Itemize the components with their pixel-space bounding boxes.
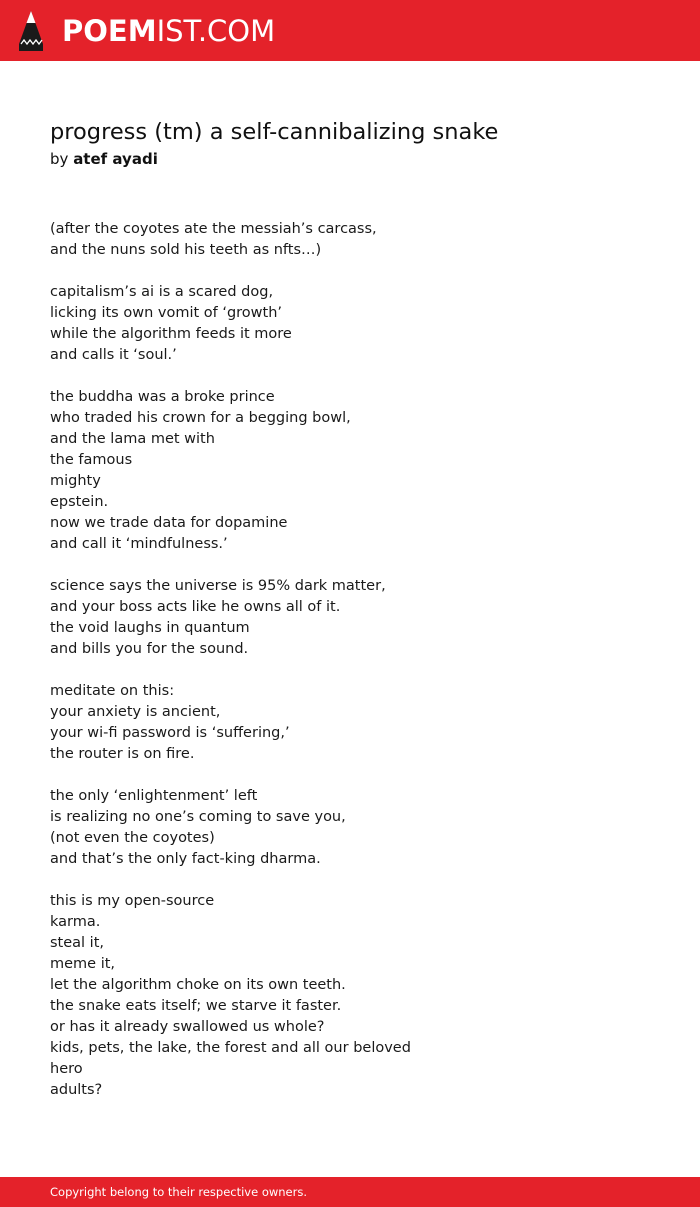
stanza-break (50, 870, 650, 891)
site-footer (0, 1177, 700, 1207)
poem-line: and call it ‘mindfulness.’ (50, 536, 228, 552)
poem-line: the famous (50, 452, 133, 468)
poem-line: and your boss acts like he owns all of it. (50, 599, 341, 615)
stanza-break (50, 555, 650, 576)
poem-line: karma. (50, 914, 101, 930)
poem-heading (50, 116, 650, 170)
poem-line: now we trade data for dopamine (50, 515, 288, 531)
poem-line: adults? (50, 1082, 103, 1098)
poem-line: your wi-fi password is ‘suffering,’ (50, 725, 290, 741)
site-logo[interactable] (18, 9, 275, 53)
poem-line: the only ‘enlightenment’ left (50, 788, 258, 804)
poem-line: and bills you for the sound. (50, 641, 249, 657)
poem-line: science says the universe is 95% dark matter, (50, 578, 386, 594)
poem-line: meme it, (50, 956, 116, 972)
poem-line: is realizing no one’s coming to save you, (50, 809, 346, 825)
copyright-text: Copyright belong to their respective owners. (50, 1185, 308, 1199)
poem-line: mighty (50, 473, 101, 489)
stanza-break (50, 366, 650, 387)
poem-line: the router is on fire. (50, 746, 195, 762)
by-label: by (50, 150, 69, 168)
poem-byline (50, 148, 650, 170)
poem-line: and the lama met with (50, 431, 215, 447)
poem-line: the buddha was a broke prince (50, 389, 275, 405)
logo-wordmark (62, 9, 275, 53)
poem-line: hero (50, 1061, 83, 1077)
poem-line: and calls it ‘soul.’ (50, 347, 177, 363)
poem-line: kids, pets, the lake, the forest and all our beloved (50, 1040, 411, 1056)
poem-line: licking its own vomit of ‘growth’ (50, 305, 283, 321)
poem-line: or has it already swallowed us whole? (50, 1019, 325, 1035)
poem-line: this is my open-source (50, 893, 215, 909)
poem-author: atef ayadi (73, 150, 158, 168)
stanza-break (50, 261, 650, 282)
poem-line: who traded his crown for a begging bowl, (50, 410, 351, 426)
poem-line: steal it, (50, 935, 105, 951)
poem-body (50, 219, 650, 1101)
poem-line: capitalism’s ai is a scared dog, (50, 284, 274, 300)
poem-line: (not even the coyotes) (50, 830, 215, 846)
poem-line: epstein. (50, 494, 109, 510)
poem-line: and that’s the only fact-king dharma. (50, 851, 321, 867)
poem-line: and the nuns sold his teeth as nfts…) (50, 242, 322, 258)
poem-line: the snake eats itself; we starve it faster. (50, 998, 342, 1014)
poem-line: your anxiety is ancient, (50, 704, 221, 720)
stanza-break (50, 660, 650, 681)
poem-line: meditate on this: (50, 683, 175, 699)
poem-line: (after the coyotes ate the messiah’s carcass, (50, 221, 377, 237)
stanza-break (50, 765, 650, 786)
poem-line: while the algorithm feeds it more (50, 326, 292, 342)
poem-title: progress (tm) a self-cannibalizing snake (50, 119, 499, 145)
poem-line: let the algorithm choke on its own teeth. (50, 977, 346, 993)
site-header (0, 0, 700, 61)
pencil-logo-icon (18, 10, 44, 52)
logo-text-light: IST.COM (156, 14, 276, 48)
poem-line: the void laughs in quantum (50, 620, 250, 636)
logo-text-bold: POEM (62, 14, 157, 48)
